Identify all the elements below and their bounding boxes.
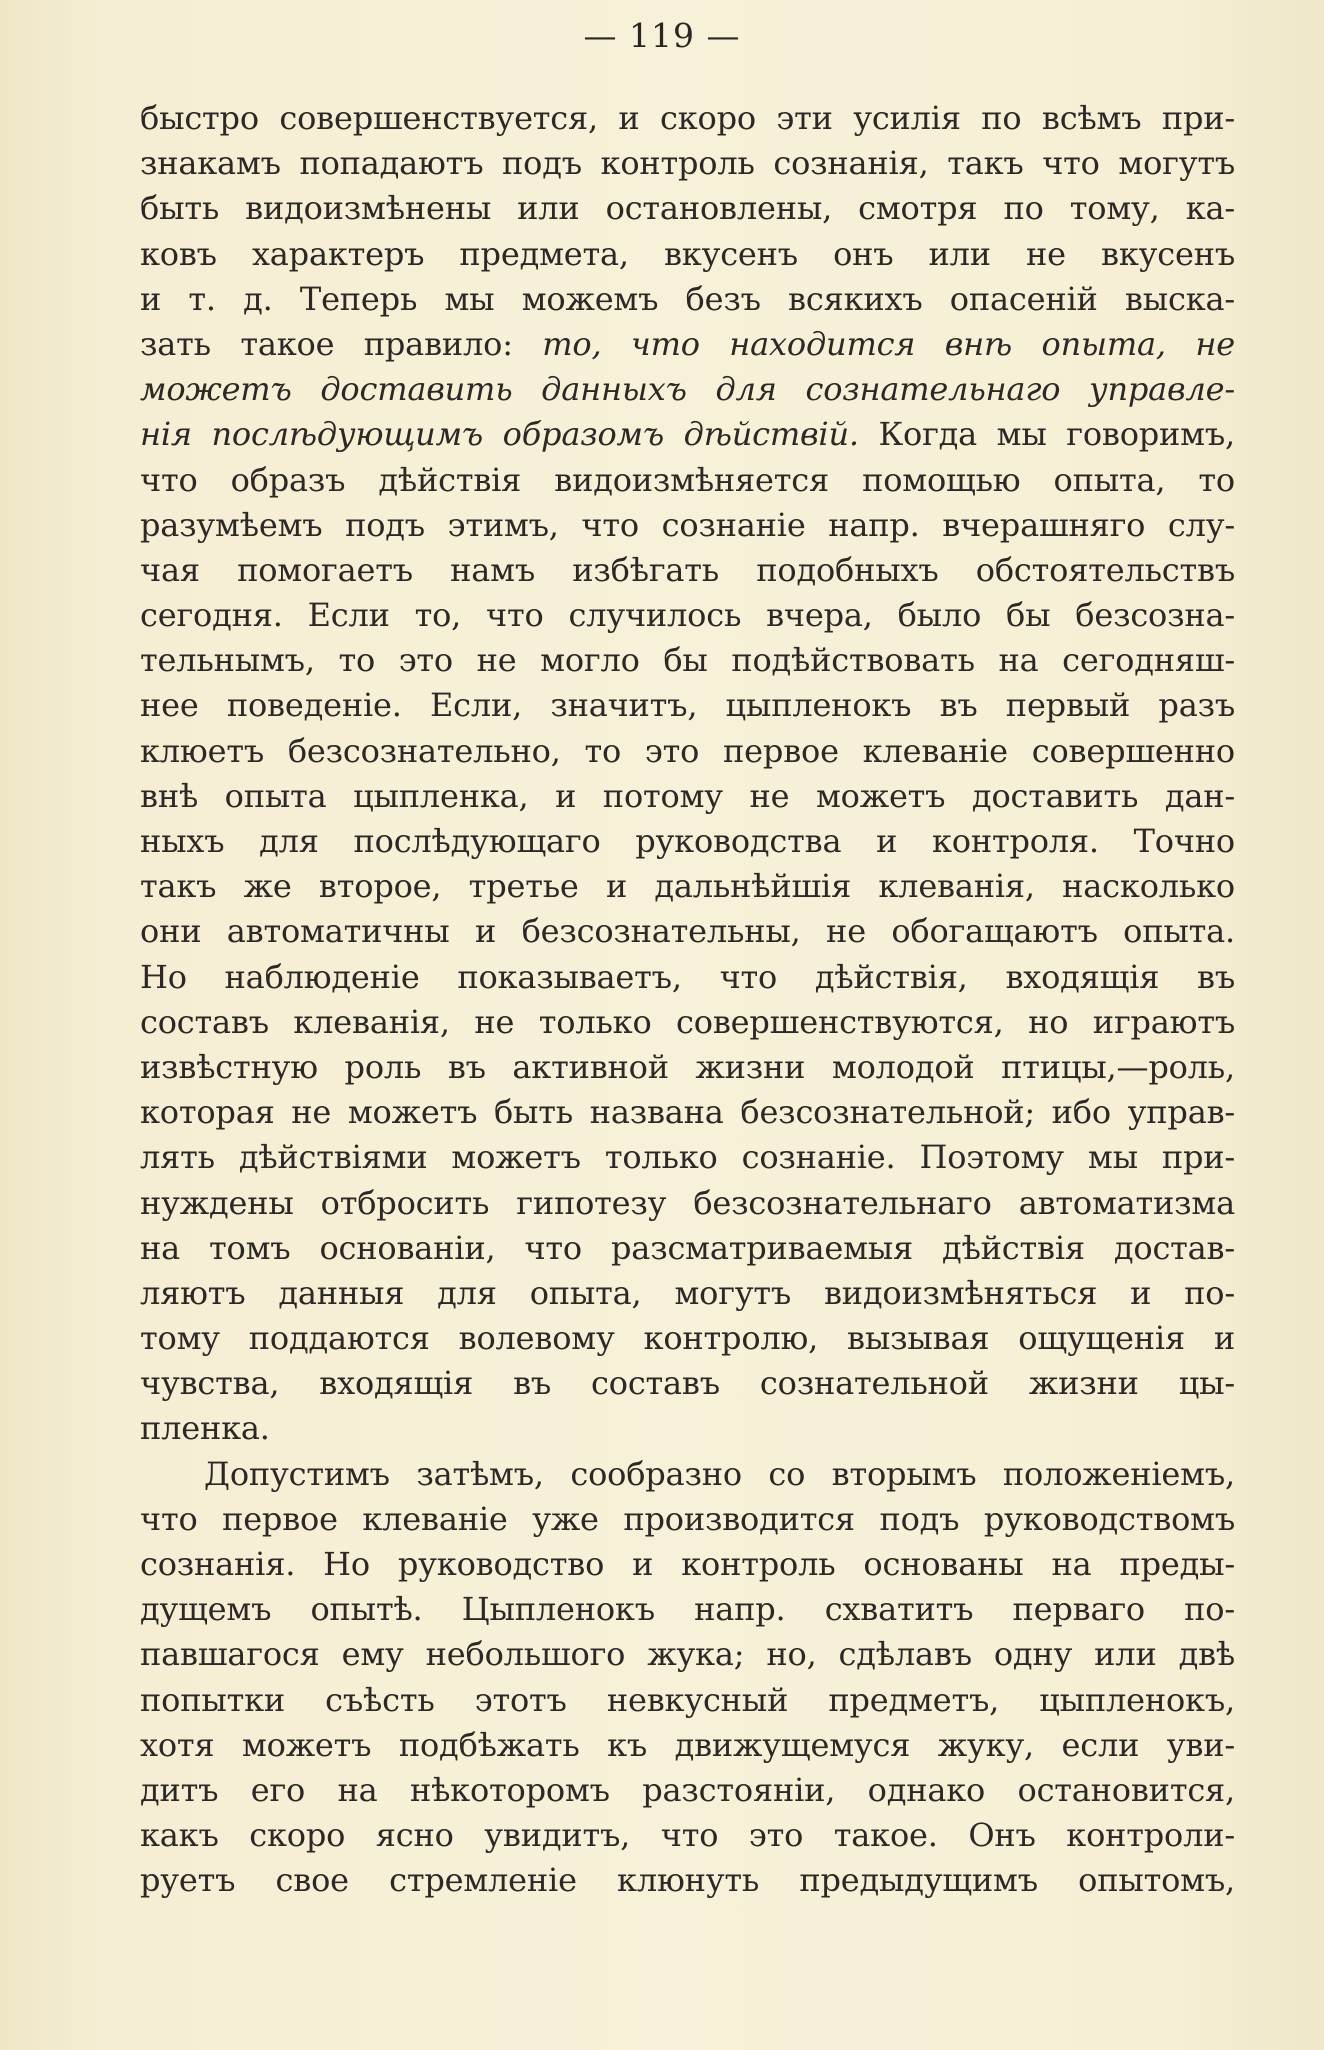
text-line: ковъ характеръ предмета, вкусенъ онъ или не вкусенъ bbox=[140, 234, 1235, 273]
text-line: дущемъ опытѣ. Цыпленокъ напр. схватитъ перваго по- bbox=[140, 1590, 1235, 1629]
body-text bbox=[140, 96, 1235, 1904]
text-line: что первое клеваніе уже производится подъ руководствомъ bbox=[140, 1499, 1235, 1538]
text-line: и т. д. Теперь мы можемъ безъ всякихъ опасеній выска- bbox=[140, 279, 1235, 318]
text-line: ныхъ для послѣдующаго руководства и контроля. Точно bbox=[140, 822, 1235, 860]
text-line: быть видоизмѣнены или остановлены, смотря по тому, ка- bbox=[140, 189, 1235, 228]
text-line: дитъ его на нѣкоторомъ разстояніи, однако остановится, bbox=[140, 1770, 1235, 1809]
text-line: руетъ свое стремленіе клюнуть предыдущимъ опытомъ, bbox=[140, 1861, 1235, 1900]
text-line: сознанія. Но руководство и контроль основаны на преды- bbox=[140, 1545, 1235, 1583]
text-line: нія послѣдующимъ образомъ дѣйствій. Когда мы говоримъ, bbox=[140, 415, 1235, 454]
text-line: лять дѣйствіями можетъ только сознаніе. Поэтому мы при- bbox=[140, 1138, 1235, 1177]
text-line: павшагося ему небольшого жука; но, сдѣлавъ одну или двѣ bbox=[140, 1635, 1235, 1674]
text-line: на томъ основаніи, что разсматриваемыя дѣйствія достав- bbox=[140, 1228, 1235, 1267]
text-line: составъ клеванія, не только совершенствуются, но играютъ bbox=[140, 1002, 1235, 1041]
text-line: нее поведеніе. Если, значитъ, цыпленокъ въ первый разъ bbox=[140, 686, 1235, 725]
italic-rule: нія послѣдующимъ образомъ дѣйствій. bbox=[140, 415, 859, 454]
text-line: быстро совершенствуется, и скоро эти усилія по всѣмъ при- bbox=[140, 99, 1235, 137]
text-line: что образъ дѣйствія видоизмѣняется помощью опыта, то bbox=[140, 460, 1235, 499]
text-line: ляютъ данныя для опыта, могутъ видоизмѣняться и по- bbox=[140, 1273, 1235, 1312]
text-line: зать такое правило: то, что находится внѣ опыта, не bbox=[140, 324, 1235, 363]
text-line: тельнымъ, то это не могло бы подѣйствовать на сегодняш- bbox=[140, 641, 1235, 680]
text-line: знакамъ попадаютъ подъ контроль сознанія, такъ что могутъ bbox=[140, 144, 1235, 183]
text-line: чая помогаетъ намъ избѣгать подобныхъ обстоятельствъ bbox=[140, 550, 1235, 589]
italic-rule: то, что находится внѣ опыта, не bbox=[542, 324, 1235, 363]
text-line: пленка. bbox=[140, 1409, 270, 1448]
text-line: разумѣемъ подъ этимъ, что сознаніе напр. вчерашняго слу- bbox=[140, 505, 1235, 544]
text-line: попытки съѣсть этотъ невкусный предметъ, цыпленокъ, bbox=[140, 1680, 1235, 1719]
text-line: клюетъ безсознательно, то это первое клеваніе совершенно bbox=[140, 731, 1235, 770]
text-line: извѣстную роль въ активной жизни молодой птицы,—роль, bbox=[140, 1047, 1235, 1086]
text-line: они автоматичны и безсознательны, не обогащаютъ опыта. bbox=[140, 912, 1235, 951]
text-line: чувства, входящія въ составъ сознательной жизни цы- bbox=[140, 1364, 1235, 1403]
text-line bbox=[140, 367, 1235, 412]
page-number: — 119 — bbox=[583, 16, 741, 55]
text-line: внѣ опыта цыпленка, и потому не можетъ доставить дан- bbox=[140, 776, 1235, 815]
italic-rule: можетъ доставить данныхъ для сознательнаго управле- bbox=[140, 370, 1235, 409]
text-line: которая не можетъ быть названа безсознательной; ибо управ- bbox=[140, 1093, 1235, 1132]
text-line: сегодня. Если то, что случилось вчера, было бы безсозна- bbox=[140, 596, 1235, 635]
text-line: такъ же второе, третье и дальнѣйшія клеванія, насколько bbox=[140, 867, 1235, 906]
text-line: Но наблюденіе показываетъ, что дѣйствія, входящія въ bbox=[140, 957, 1235, 996]
text-line: Допустимъ затѣмъ, сообразно со вторымъ положеніемъ, bbox=[204, 1454, 1235, 1493]
text-line: хотя можетъ подбѣжать къ движущемуся жуку, если уви- bbox=[140, 1725, 1235, 1764]
text-line: какъ скоро ясно увидитъ, что это такое. Онъ контроли- bbox=[140, 1816, 1235, 1855]
text-line: тому поддаются волевому контролю, вызывая ощущенія и bbox=[140, 1319, 1235, 1358]
text-line: нуждены отбросить гипотезу безсознательнаго автоматизма bbox=[140, 1183, 1235, 1222]
